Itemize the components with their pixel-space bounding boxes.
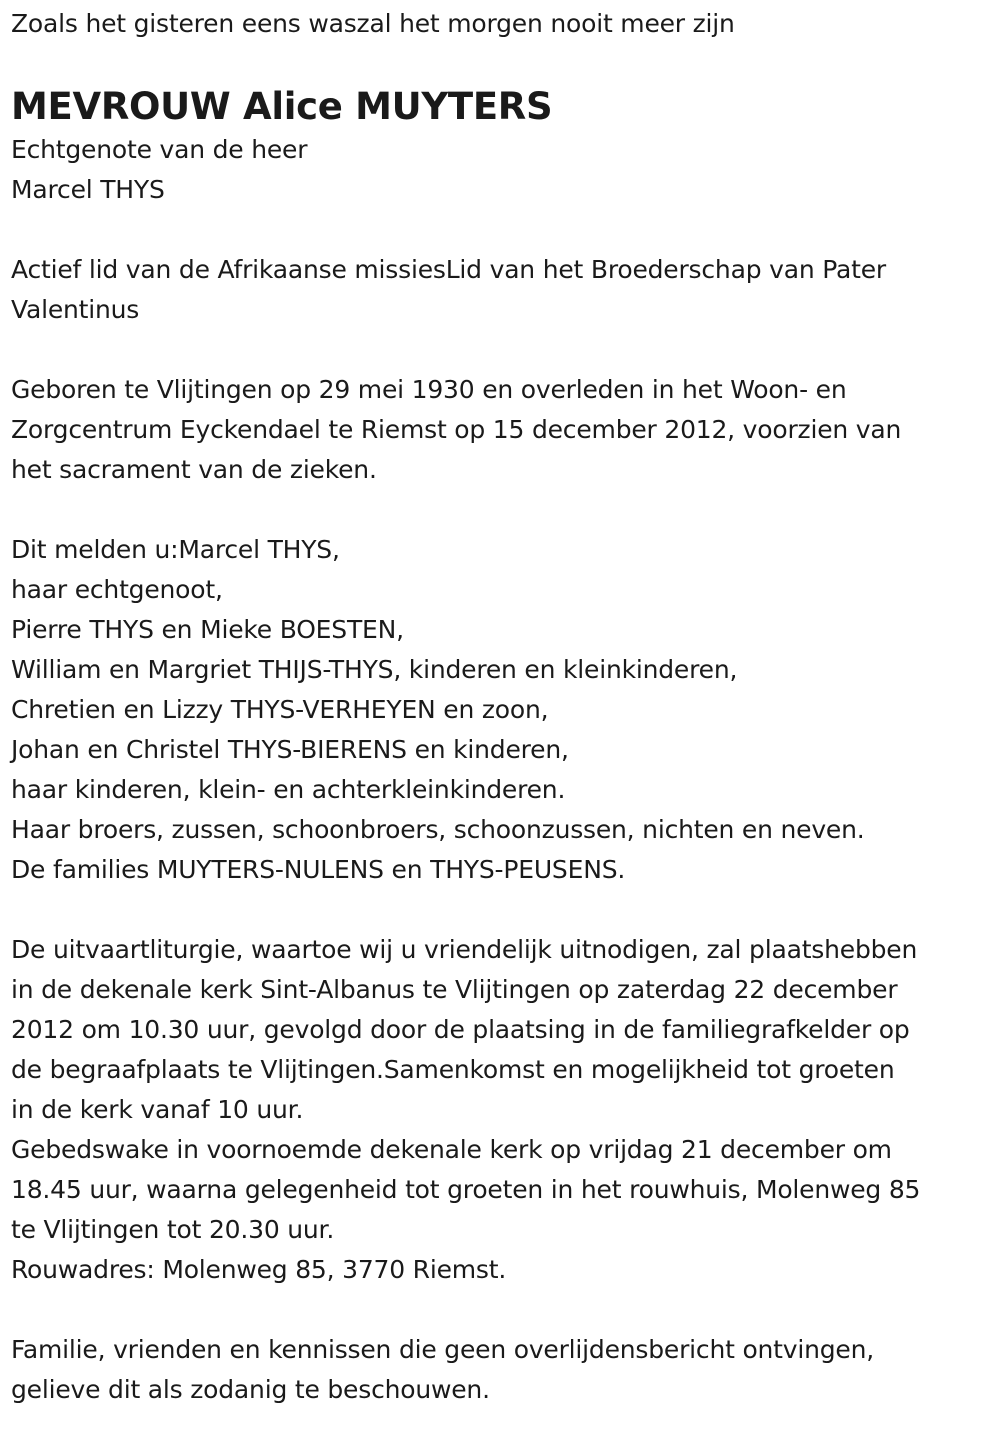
family-line: De families MUYTERS-NULENS en THYS-PEUSENS. <box>11 855 626 884</box>
ceremony-line: De uitvaartliturgie, waartoe wij u vriendelijk uitnodigen, zal plaatshebben <box>11 935 918 964</box>
ceremony-line: in de dekenale kerk Sint-Albanus te Vlijtingen op zaterdag 22 december <box>11 975 898 1004</box>
birth-death-line: het sacrament van de zieken. <box>11 455 377 484</box>
family-line: Johan en Christel THYS-BIERENS en kinderen, <box>11 735 569 764</box>
paragraph-gap <box>11 1290 996 1330</box>
family-line: William en Margriet THIJS-THYS, kinderen en kleinkinderen, <box>11 655 738 684</box>
motto: Zoals het gisteren eens waszal het morgen nooit meer zijn <box>11 9 735 38</box>
death-notice <box>11 0 996 1410</box>
membership-line: Actief lid van de Afrikaanse missiesLid van het Broederschap van Pater <box>11 255 886 284</box>
birth-death-line: Zorgcentrum Eyckendael te Riemst op 15 december 2012, voorzien van <box>11 415 902 444</box>
ceremony-line: te Vlijtingen tot 20.30 uur. <box>11 1215 335 1244</box>
family-line: Pierre THYS en Mieke BOESTEN, <box>11 615 404 644</box>
deceased-name: MEVROUW Alice MUYTERS <box>11 85 553 128</box>
closing-line: gelieve dit als zodanig te beschouwen. <box>11 1375 490 1404</box>
family-line: Chretien en Lizzy THYS-VERHEYEN en zoon, <box>11 695 549 724</box>
paragraph-gap <box>11 210 996 250</box>
ceremony-line: de begraafplaats te Vlijtingen.Samenkomst en mogelijkheid tot groeten <box>11 1055 895 1084</box>
ceremony-line: 2012 om 10.30 uur, gevolgd door de plaatsing in de familiegrafkelder op <box>11 1015 910 1044</box>
relation-line: Marcel THYS <box>11 175 165 204</box>
paragraph-gap <box>11 490 996 530</box>
relation-line: Echtgenote van de heer <box>11 135 308 164</box>
membership-line: Valentinus <box>11 295 140 324</box>
ceremony-line: Gebedswake in voornoemde dekenale kerk op vrijdag 21 december om <box>11 1135 892 1164</box>
paragraph-gap <box>11 890 996 930</box>
family-line: haar kinderen, klein- en achterkleinkinderen. <box>11 775 566 804</box>
ceremony-line: 18.45 uur, waarna gelegenheid tot groeten in het rouwhuis, Molenweg 85 <box>11 1175 921 1204</box>
ceremony-line: in de kerk vanaf 10 uur. <box>11 1095 304 1124</box>
ceremony-line: Rouwadres: Molenweg 85, 3770 Riemst. <box>11 1255 507 1284</box>
family-line: Haar broers, zussen, schoonbroers, schoonzussen, nichten en neven. <box>11 815 865 844</box>
family-line: haar echtgenoot, <box>11 575 223 604</box>
paragraph-gap <box>11 330 996 370</box>
birth-death-line: Geboren te Vlijtingen op 29 mei 1930 en overleden in het Woon- en <box>11 375 847 404</box>
family-line: Dit melden u:Marcel THYS, <box>11 535 340 564</box>
closing-line: Familie, vrienden en kennissen die geen overlijdensbericht ontvingen, <box>11 1335 875 1364</box>
